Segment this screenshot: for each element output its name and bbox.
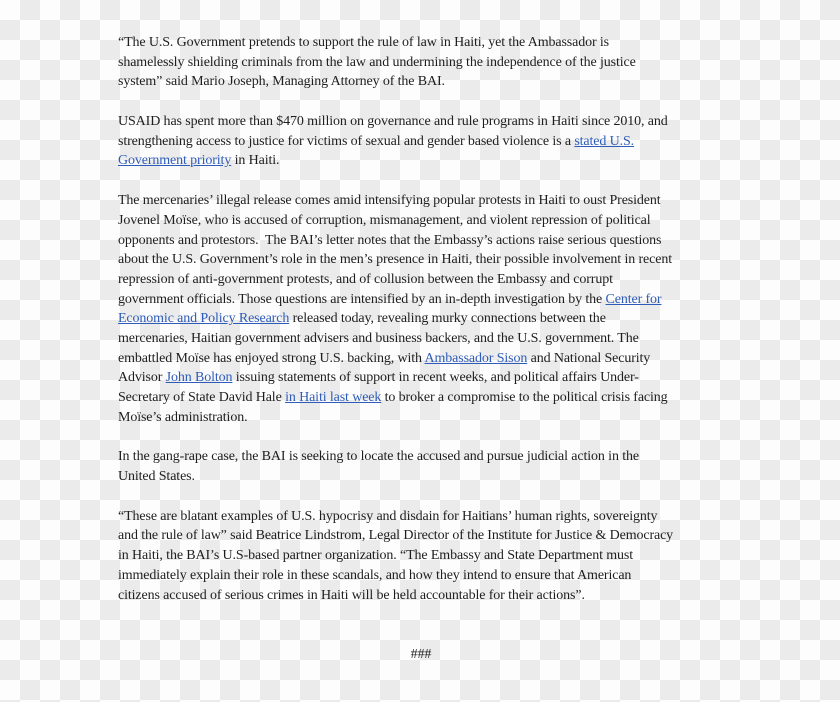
text-run: United States. (118, 469, 195, 485)
paragraph (118, 191, 724, 427)
document-page (118, 33, 724, 665)
text-run: The mercenaries’ illegal release comes amid intensifying popular protests in Haiti to oust President (118, 193, 661, 209)
text-line (118, 566, 724, 586)
text-line (118, 211, 724, 231)
text-run: Secretary of State David Hale (118, 390, 286, 405)
text-run: released today, revealing murky connections between the (289, 311, 606, 327)
text-run: “These are blatant examples of U.S. hypocrisy and disdain for Haitians’ human rights, sovereignty (118, 508, 658, 524)
paragraph (118, 112, 724, 171)
text-line (118, 507, 724, 527)
text-run: “The U.S. Government pretends to support the rule of law in Haiti, yet the Ambassador is (118, 35, 609, 50)
document-body (118, 33, 724, 605)
text-run: USAID has spent more than $470 million on governance and rule programs in Haiti since 2010, and (118, 114, 668, 130)
text-line (118, 526, 724, 546)
text-run: immediately explain their role in these scandals, and how they intend to ensure that American (118, 567, 632, 583)
paragraph (118, 33, 724, 92)
text-line (118, 132, 724, 152)
hyperlink[interactable]: Center for (605, 291, 662, 307)
text-line (118, 231, 724, 251)
hyperlink[interactable]: Government priority (118, 153, 232, 169)
text-run: mercenaries, Haitian government advisers and business backers, and the U.S. government. The (118, 330, 639, 346)
text-run: opponents and protestors. The BAI’s letter notes that the Embassy’s actions raise serious questions (118, 232, 662, 248)
text-run: and the rule of law” said Beatrice Lindstrom, Legal Director of the Institute for Justice & Democracy (118, 528, 674, 544)
text-line (118, 290, 724, 310)
text-line (118, 467, 724, 487)
text-run: system” said Mario Joseph, Managing Attorney of the BAI. (118, 74, 445, 90)
paragraph (118, 447, 724, 486)
hyperlink[interactable]: Economic and Policy Research (118, 311, 290, 327)
text-run: shamelessly shielding criminals from the law and undermining the independence of the justice (118, 54, 636, 70)
text-line (118, 368, 724, 388)
text-run: citizens accused of serious crimes in Haiti will be held accountable for their actions”. (118, 587, 585, 603)
text-line (118, 270, 724, 290)
text-run: about the U.S. Government’s role in the men’s presence in Haiti, their possible involvement in recent (118, 252, 672, 268)
text-line (118, 250, 724, 270)
text-run: in Haiti, the BAI’s U.S-based partner organization. “The Embassy and State Department must (118, 548, 633, 564)
text-line (118, 329, 724, 349)
text-line (118, 586, 724, 606)
text-run: in Haiti. (231, 153, 280, 169)
end-of-release-mark: ### (410, 647, 432, 663)
text-line (118, 191, 724, 211)
text-line (118, 33, 724, 53)
text-line (118, 349, 724, 369)
text-line (118, 546, 724, 566)
text-line (118, 112, 724, 132)
text-run: repression of anti-government protests, and of collusion between the Embassy and corrupt (118, 271, 613, 287)
hyperlink[interactable]: in Haiti last week (285, 390, 382, 405)
text-run: embattled Moïse has enjoyed strong U.S. backing, with (118, 350, 425, 366)
text-line (118, 408, 724, 428)
hyperlink[interactable]: John Bolton (165, 370, 233, 386)
hyperlink[interactable]: Ambassador Sison (424, 350, 528, 366)
text-run: Moïse’s administration. (118, 409, 248, 425)
text-line (118, 72, 724, 92)
text-line (118, 53, 724, 73)
text-line (118, 151, 724, 171)
text-run: to broker a compromise to the political crisis facing (381, 390, 668, 405)
text-run: and National Security (527, 350, 651, 366)
text-run: Advisor (118, 370, 166, 386)
text-run: government officials. Those questions are intensified by an in-depth investigation by the (118, 291, 606, 307)
text-run: Jovenel Moïse, who is accused of corruption, mismanagement, and violent repression of political (118, 212, 651, 228)
text-line (118, 309, 724, 329)
paragraph (118, 507, 724, 605)
text-line (118, 388, 724, 408)
hyperlink[interactable]: stated U.S. (574, 133, 635, 149)
text-run: issuing statements of support in recent weeks, and political affairs Under- (232, 370, 639, 386)
text-run: In the gang-rape case, the BAI is seeking to locate the accused and pursue judicial action in the (118, 449, 639, 465)
text-run: strengthening access to justice for victims of sexual and gender based violence is a (118, 133, 575, 149)
text-line (118, 447, 724, 467)
